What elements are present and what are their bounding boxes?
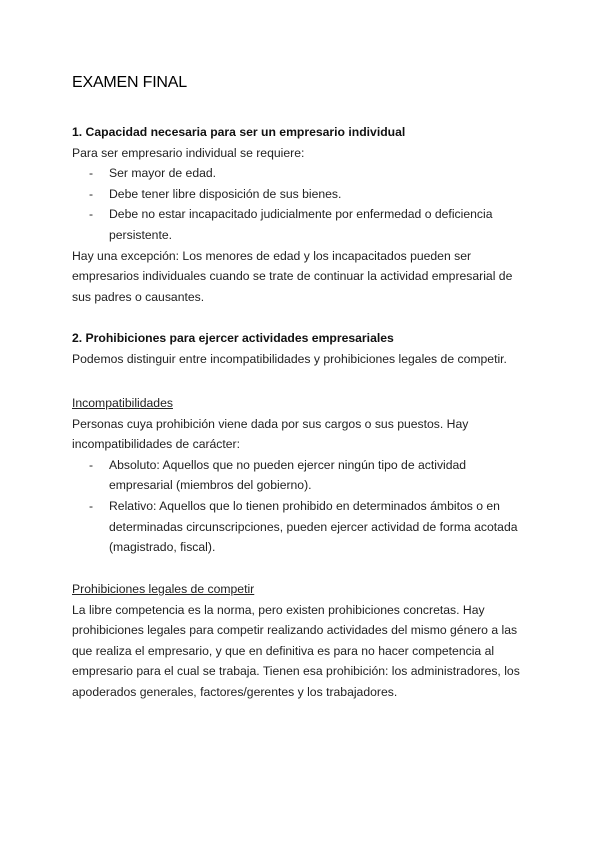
bullet-item	[72, 455, 532, 476]
paragraph-line: Hay una excepción: Los menores de edad y los incapacitados pueden ser	[72, 248, 472, 263]
subsection-heading: Incompatibilidades	[72, 396, 173, 410]
paragraph-line: sus padres o causantes.	[72, 289, 205, 304]
bullet-text: Relativo: Aquellos que lo tienen prohibido en determinados ámbitos o en	[109, 498, 500, 513]
paragraph-line: incompatibilidades de carácter:	[72, 437, 241, 452]
subsection-heading: Prohibiciones legales de competir	[72, 582, 255, 596]
bullet-dash: -	[89, 186, 94, 201]
paragraph-line: Podemos distinguir entre incompatibilidades y prohibiciones legales de competir.	[72, 351, 507, 366]
paragraph-line: La libre competencia es la norma, pero existen prohibiciones concretas. Hay	[72, 602, 485, 617]
paragraph-line: empresario para el cual se trabaja. Tienen esa prohibición: los administradores, los	[72, 664, 520, 679]
bullet-item	[72, 204, 532, 225]
paragraph-line: prohibiciones legales para competir realizando actividades del mismo género a las	[72, 623, 518, 638]
bullet-dash: -	[89, 457, 94, 472]
paragraph-line: que realiza el empresario, y que en definitiva es para no hacer competencia al	[72, 643, 495, 658]
bullet-text-continuation: (magistrado, fiscal).	[109, 540, 216, 555]
paragraph-line: empresarios individuales cuando se trate de continuar la actividad empresarial de	[72, 269, 513, 284]
bullet-text: Debe tener libre disposición de sus bienes.	[109, 186, 342, 201]
bullet-text-continuation: empresarial (miembros del gobierno).	[109, 478, 312, 493]
bullet-text-continuation: persistente.	[109, 227, 173, 242]
section-capacidad	[72, 122, 532, 307]
bullet-text: Debe no estar incapacitado judicialmente por enfermedad o deficiencia	[109, 207, 493, 222]
page-title: EXAMEN FINAL	[72, 74, 187, 91]
bullet-text: Ser mayor de edad.	[109, 166, 217, 181]
bullet-dash: -	[89, 498, 94, 513]
section-prohibiciones-empresariales	[72, 328, 532, 369]
bullet-dash: -	[89, 166, 94, 181]
bullet-item	[72, 184, 532, 205]
paragraph-line: apoderados generales, factores/gerentes y los trabajadores.	[72, 684, 398, 699]
bullet-dash: -	[89, 207, 94, 222]
paragraph-line: Personas cuya prohibición viene dada por sus cargos o sus puestos. Hay	[72, 416, 469, 431]
bullet-text-continuation: determinadas circunscripciones, pueden ejercer actividad de forma acotada	[109, 519, 518, 534]
bullet-text: Absoluto: Aquellos que no pueden ejercer ningún tipo de actividad	[109, 457, 467, 472]
section-heading: 1. Capacidad necesaria para ser un empresario individual	[72, 125, 406, 139]
bullet-item	[72, 496, 532, 517]
bullet-item	[72, 163, 532, 184]
subsection-prohibiciones-legales	[72, 579, 532, 703]
document-page	[72, 70, 532, 699]
section-heading: 2. Prohibiciones para ejercer actividades empresariales	[72, 331, 394, 345]
subsection-incompatibilidades	[72, 393, 532, 558]
paragraph-line: Para ser empresario individual se requiere:	[72, 145, 305, 160]
